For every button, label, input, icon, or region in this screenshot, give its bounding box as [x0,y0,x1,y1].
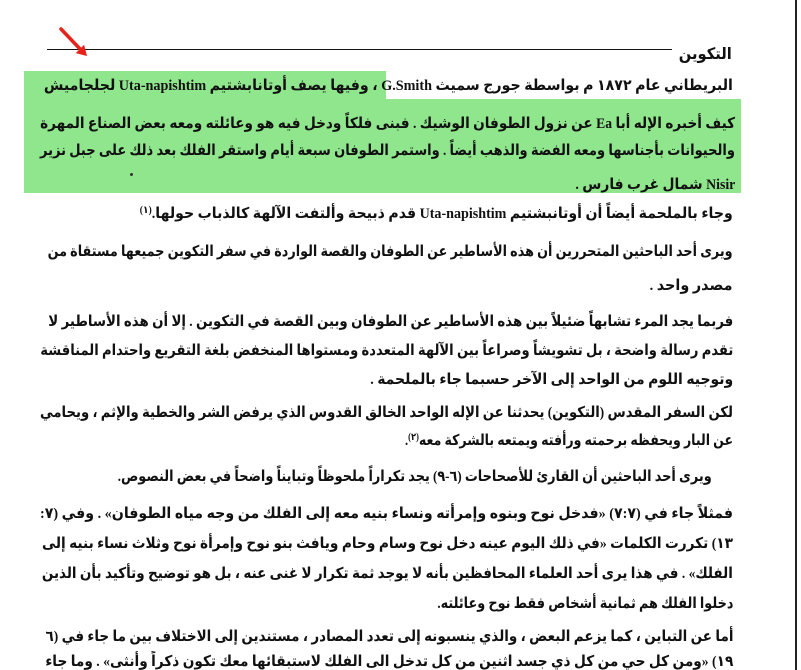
line-text: لكن السفر المقدس (التكوين) يحدثنا عن الإله الواحد الخالق القدوس الذي يرفض الشر والخطية والإثم ، ويحامي [40,405,733,421]
line-text: وتوجيه اللوم من الواحد إلى الآخر حسبما جاء بالملحمة . [370,372,733,388]
text-line [405,430,733,452]
line-text: ويرى أحد الباحثين أن القارئ للأصحاحات (٦-٩) يجد تكراراً ملحوظاً وتبايناً واضحاً في بعض النصوص. [118,469,712,485]
line-text: ١٩) «ومن كل حي من كل ذي جسد اثنين من كل تدخل الى الفلك لاستبقائها معك تكون ذكراً وأنثى» . وما جاء [45,654,733,670]
text-line [370,369,733,391]
line-text: أما عن التباين ، كما يزعم البعض ، والذي ينسبونه إلى تعدد المصادر ، مستندين إلى الاختلاف بين ما جاء في (٦ [45,629,733,645]
line-text: تقدم رسالة واضحة ، بل تشويشاً وصراعاً بين الآلهة المتعددة ومستواها المنخفض بلغة التقريع واحتدام المناقشة [40,343,733,359]
text-line [40,340,733,362]
text-line [650,275,733,297]
text-line [48,311,733,333]
text-line [48,241,733,263]
line-content [140,203,733,225]
line-text: ويرى أحد الباحثين المتحررين أن هذه الأساطير عن الطوفان والقصة الواردة في سفر التكوين جميعها مستقاة من [48,244,733,260]
text-line [40,503,733,525]
line-text: البريطاني عام ١٨٧٢ م بواسطة جورج سميث G.Smith ، وفيها يصف أوتانابشتيم Uta-napishtim لجلجاميش [44,78,733,94]
line-text: مصدر واحد . [650,278,733,294]
line-text: ١٣) تكررت الكلمات «في ذلك اليوم عينه دخل نوح وسام وحام ويافث بنو نوح وإمرأة نوح وثلاث نساء بنيه إلى [42,536,733,552]
text-line [45,651,733,670]
text-line [118,466,712,488]
text-line [42,533,733,555]
text-line [44,75,733,97]
line-text: والحيوانات بأجناسها ومعه الفضة والذهب أيضاً . واستمر الطوفان سبعة أيام واستقر الفلك بعد ذلك على جبل نزير [40,143,735,159]
line-text: الفلك» . في هذا يرى أحد العلماء المحافظين بأنه لا يوجد ثمة تكرار لا غنى عنه ، بل هو توضيح وتأكيد بأن الذين [42,566,733,582]
text-line [40,402,733,424]
text-line [575,174,735,196]
line-text: دخلوا الفلك هم ثمانية أشخاص فقط نوح وعائلته. [437,596,733,612]
line-tail: . [405,433,409,449]
running-header-text: التكوين [679,46,732,63]
line-text: وجاء بالملحمة أيضاً أن أوتانبشتيم Uta-napishtim قدم ذبيحة وألتفت الآلهة كالذباب حولها. [152,206,733,222]
text-line [140,203,733,225]
line-content [405,430,733,452]
line-text: عن البار ويحفظه برحمته ورأفته ويمتعه بالشركة معه [418,433,733,449]
header-rule [47,49,672,50]
text-line [40,113,735,135]
line-text: فربما يجد المرء تشابهاً ضئيلاً بين هذه الأساطير عن الطوفان وبين القصة في التكوين . إلا أن هذه الأساطير لا [48,314,733,330]
line-text: Nisir شمال غرب فارس . [575,177,735,193]
running-header [679,44,732,66]
text-line [437,593,733,615]
text-line [42,563,733,585]
page-edge [795,0,797,670]
line-text: فمثلاً جاء في (٧:٧) «فدخل نوح وبنوه وإمرأته ونساء بنيه معه إلى الفلك من وجه مياه الطوفان» . وفي (٧: [40,506,733,522]
text-line [40,140,735,162]
annotation-arrow-icon [50,22,95,64]
text-line [45,626,733,648]
footnote-marker: (١) [140,205,153,216]
line-text: كيف أخبره الإله أبا Ea عن نزول الطوفان الوشيك . فبنى فلكاً ودخل فيه هو وعائلته ومعه بعض الصناع المهرة [40,116,735,132]
scan-speck [130,173,133,176]
cropped-line-region [45,651,733,670]
footnote-marker: (٢) [408,432,419,443]
